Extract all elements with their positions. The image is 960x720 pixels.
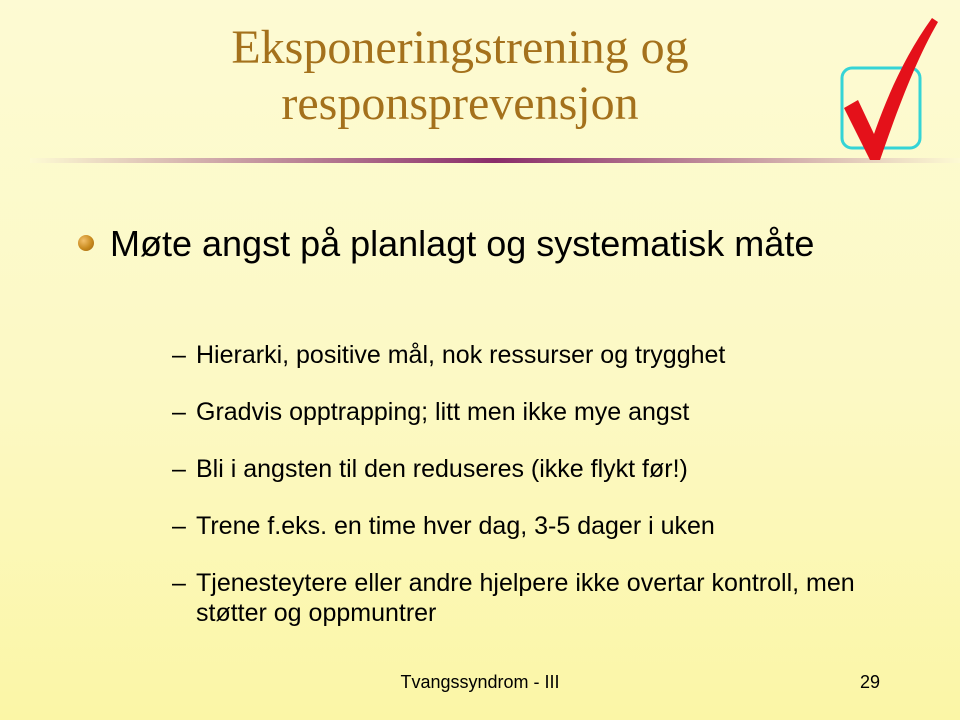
checkmark-in-box-icon: [836, 16, 940, 166]
sub-bullet-text: Tjenesteytere eller andre hjelpere ikke overtar kontroll, men støtter og oppmuntrer: [196, 569, 855, 627]
sub-bullet-item: [172, 397, 872, 427]
page-number: 29: [859, 672, 880, 692]
sub-bullet-text: Gradvis opptrapping; litt men ikke mye angst: [196, 398, 690, 426]
sub-bullet-item: [172, 511, 872, 541]
sub-bullet-text: Hierarki, positive mål, nok ressurser og trygghet: [196, 341, 726, 369]
sub-bullet-text: Trene f.eks. en time hver dag, 3-5 dager i uken: [196, 512, 715, 540]
footer-text: Tvangssyndrom - III: [400, 672, 560, 692]
dash-marker: –: [172, 512, 186, 540]
dash-marker: –: [172, 398, 186, 426]
dash-marker: –: [172, 569, 186, 597]
sub-bullet-item: [172, 568, 872, 628]
main-bullet-text: Møte angst på planlagt og systematisk måte: [110, 223, 815, 264]
sub-bullet-text: Bli i angsten til den reduseres (ikke flykt før!): [196, 455, 688, 483]
sub-bullet-list: [172, 340, 872, 655]
dash-marker: –: [172, 455, 186, 483]
dash-marker: –: [172, 341, 186, 369]
round-bullet-icon: [78, 235, 94, 251]
slide-title: Eksponeringstrening og responsprevensjon: [231, 21, 689, 130]
sub-bullet-item: [172, 340, 872, 370]
sub-bullet-item: [172, 454, 872, 484]
title-divider: [30, 158, 960, 163]
